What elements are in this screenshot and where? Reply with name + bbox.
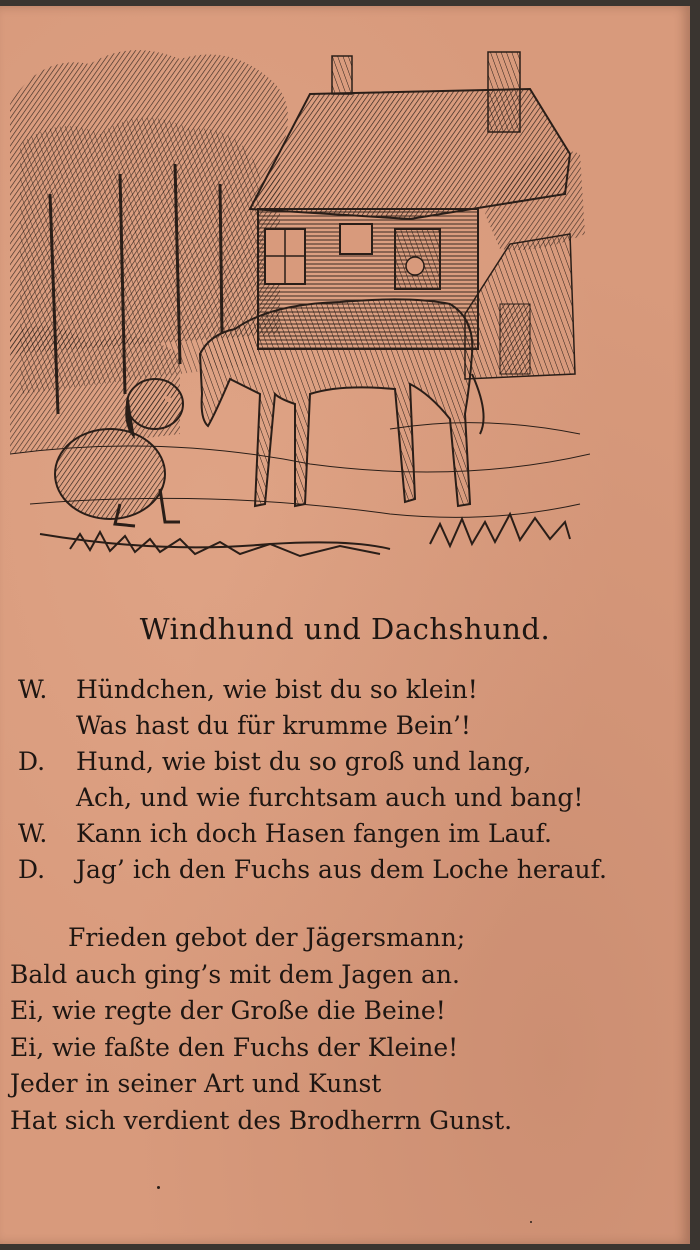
verse-line: Ei, wie regte der Große die Beine!: [10, 996, 446, 1025]
verse-text: Hündchen, wie bist du so klein!: [76, 675, 478, 704]
verse-line: [18, 816, 658, 852]
book-page: [0, 6, 690, 1244]
verse-text: Kann ich doch Hasen fangen im Lauf.: [76, 819, 552, 848]
speaker-label: D.: [18, 855, 46, 884]
verse-line: Ei, wie faßte den Fuchs der Kleine!: [10, 1032, 459, 1062]
paper-speck: [157, 1186, 160, 1189]
verse-text: Was hast du für krumme Bein’!: [76, 711, 471, 740]
closing-stanza: [10, 920, 650, 1139]
verse-text: Hund, wie bist du so groß und lang,: [76, 747, 532, 776]
verse-line: [18, 852, 658, 888]
paper-speck: [530, 1221, 532, 1223]
verse-line: Jeder in seiner Art und Kunst: [10, 1069, 382, 1098]
verse-line: [18, 744, 658, 780]
poem-title: Windhund und Dachshund.: [139, 612, 551, 646]
greyhound-figure: [200, 299, 484, 506]
verse-line: Hat sich verdient des Brodherrn Gunst.: [10, 1105, 513, 1135]
verse-line: Frieden gebot der Jägersmann;: [68, 923, 466, 952]
speaker-label: W.: [18, 675, 48, 704]
verse-line: [18, 708, 658, 744]
dialogue-stanza: [18, 672, 658, 888]
speaker-label: D.: [18, 747, 46, 776]
verse-line: Bald auch ging’s mit dem Jagen an.: [10, 959, 460, 989]
verse-line: [18, 780, 658, 816]
verse-line: [18, 672, 658, 708]
verse-text: Ach, und wie furchtsam auch und bang!: [76, 783, 584, 812]
verse-text: Jag’ ich den Fuchs aus dem Loche herauf.: [76, 855, 607, 884]
woodcut-illustration: [10, 34, 590, 579]
speaker-label: W.: [18, 819, 48, 848]
